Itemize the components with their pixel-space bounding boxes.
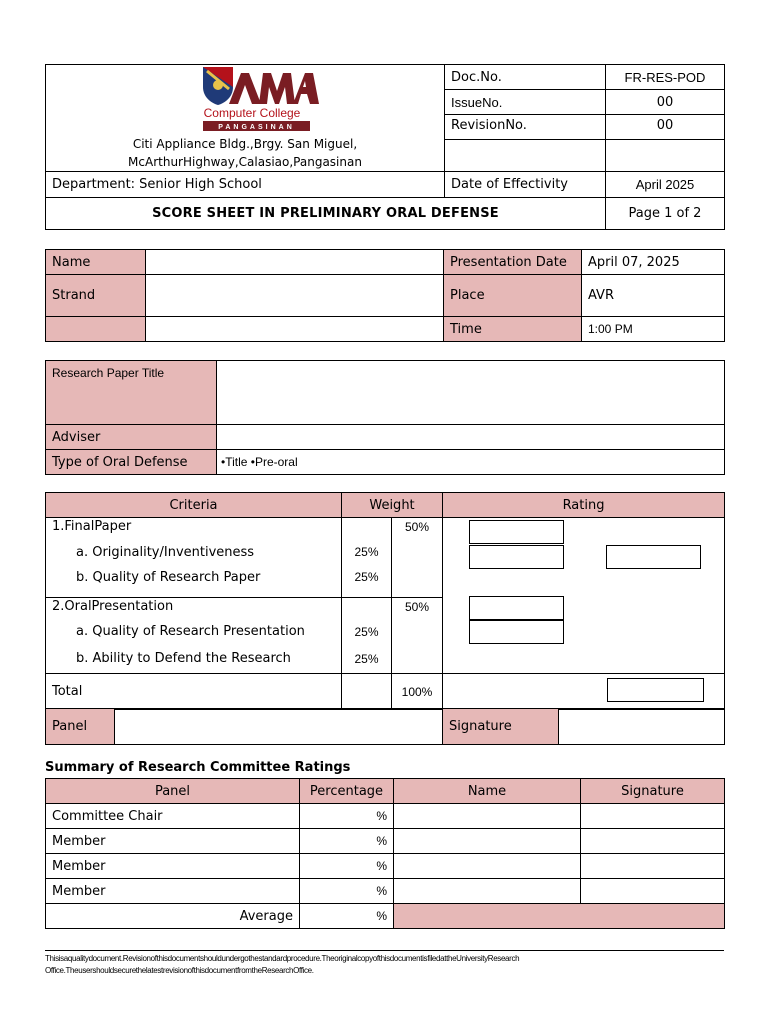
footer-line-1: Thisisaqualitydocument.Revisionofthisdocumentshouldundergothestandardprocedure.TheoriginalcopyofthisdocumentisfiledattheUniversityResearch (45, 954, 520, 963)
panel-field[interactable] (115, 709, 443, 745)
quality-presentation-weight: 25% (354, 625, 379, 639)
final-paper-label: 1.FinalPaper (52, 519, 132, 534)
defend-label: b. Ability to Defend the Research (76, 651, 291, 666)
quality-presentation-label: a. Quality of Research Presentation (76, 624, 305, 639)
time-value: 1:00 PM (582, 317, 725, 342)
defense-type-options[interactable]: •Title •Pre-oral (217, 450, 725, 475)
footer-note (45, 953, 724, 977)
department: Department: Senior High School (46, 172, 445, 198)
doc-no-value: FR-RES-POD (606, 65, 725, 90)
name-field[interactable] (146, 250, 444, 275)
address-line-1: Citi Appliance Bldg.,Brgy. San Miguel, (132, 137, 358, 151)
page-number: Page 1 of 2 (606, 198, 725, 230)
signature-field[interactable] (559, 709, 725, 745)
presentation-rating-box[interactable] (469, 596, 564, 620)
student-info-table (45, 249, 725, 342)
revision-no-label: RevisionNo. (445, 115, 606, 140)
total-rating-cell (443, 674, 725, 710)
doc-no-label: Doc.No. (445, 65, 606, 90)
total-blank (342, 674, 392, 710)
average-row (46, 904, 725, 929)
place-label: Place (444, 275, 582, 317)
issue-no-value: 00 (606, 90, 725, 115)
summary-pct-cell[interactable]: % (300, 804, 394, 829)
final-paper-subweights (342, 518, 392, 598)
average-pct[interactable]: % (300, 904, 394, 929)
total-label: Total (46, 674, 342, 710)
effectivity-value: April 2025 (606, 172, 725, 198)
summary-signature-cell[interactable] (581, 879, 725, 904)
ama-logo (201, 65, 321, 135)
summary-header-name: Name (394, 779, 581, 804)
summary-name-cell[interactable] (394, 829, 581, 854)
logo-campus: PANGASINAN (218, 124, 295, 131)
overall-rating-box[interactable] (606, 545, 701, 569)
issue-no-label: IssueNo. (445, 90, 606, 115)
total-weight: 100% (392, 674, 443, 710)
address (46, 135, 444, 171)
adviser-label: Adviser (46, 425, 217, 450)
summary-name-cell[interactable] (394, 854, 581, 879)
oral-label: 2.OralPresentation (52, 599, 174, 614)
summary-panel-cell: Committee Chair (46, 804, 300, 829)
oral-subweights (342, 598, 392, 674)
quality-paper-label: b. Quality of Research Paper (76, 570, 261, 585)
research-title-field[interactable] (217, 361, 725, 425)
logo-cell (46, 65, 445, 172)
oral-weight: 50% (392, 598, 443, 674)
place-value: AVR (582, 275, 725, 317)
criteria-header: Criteria (46, 493, 342, 518)
average-label: Average (46, 904, 300, 929)
panel-row (45, 708, 725, 745)
summary-panel-cell: Member (46, 854, 300, 879)
final-paper-criteria (46, 518, 342, 598)
blank-label (46, 317, 146, 342)
criteria-table (45, 492, 725, 710)
table-row (46, 854, 725, 879)
summary-header-signature: Signature (581, 779, 725, 804)
presentation-date-label: Presentation Date (444, 250, 582, 275)
table-row (46, 879, 725, 904)
weight-header: Weight (342, 493, 443, 518)
document-header (45, 64, 725, 230)
summary-name-cell[interactable] (394, 879, 581, 904)
logo-subtitle: Computer College (203, 106, 301, 120)
summary-pct-cell[interactable]: % (300, 829, 394, 854)
originality-weight: 25% (354, 545, 379, 559)
strand-field[interactable] (146, 275, 444, 317)
originality-rating-box[interactable] (469, 520, 564, 544)
summary-pct-cell[interactable]: % (300, 879, 394, 904)
presentation-date-value: April 07, 2025 (582, 250, 725, 275)
address-line-2: McArthurHighway,Calasiao,Pangasinan (128, 155, 362, 169)
total-rating-box[interactable] (607, 678, 704, 702)
average-shaded (394, 904, 725, 929)
final-paper-weight: 50% (392, 518, 443, 598)
effectivity-label: Date of Effectivity (445, 172, 606, 198)
blank-field[interactable] (146, 317, 444, 342)
defend-rating-box[interactable] (469, 620, 564, 644)
summary-panel-cell: Member (46, 879, 300, 904)
strand-label: Strand (46, 275, 146, 317)
summary-header-panel: Panel (46, 779, 300, 804)
table-row (46, 829, 725, 854)
summary-signature-cell[interactable] (581, 804, 725, 829)
table-row (46, 804, 725, 829)
signature-label: Signature (443, 709, 559, 745)
footer-line-2: Office.TheusershouldsecurethelatestrevisionofthisdocumentfromtheResearchOffice. (45, 966, 314, 975)
defense-type-label: Type of Oral Defense (46, 450, 217, 475)
oral-criteria (46, 598, 342, 674)
revision-no-value: 00 (606, 115, 725, 140)
summary-table (45, 778, 725, 929)
research-info-table (45, 360, 725, 475)
panel-label: Panel (46, 709, 115, 745)
research-title-label: Research Paper Title (46, 361, 217, 425)
summary-heading: Summary of Research Committee Ratings (45, 760, 351, 775)
quality-paper-weight: 25% (354, 570, 379, 584)
name-label: Name (46, 250, 146, 275)
time-label: Time (444, 317, 582, 342)
originality-label: a. Originality/Inventiveness (76, 545, 255, 560)
document-title: SCORE SHEET IN PRELIMINARY ORAL DEFENSE (46, 198, 606, 230)
summary-header-percentage: Percentage (300, 779, 394, 804)
footer-divider (45, 950, 724, 951)
rating-area (443, 518, 725, 674)
quality-paper-rating-box[interactable] (469, 545, 564, 569)
defend-weight: 25% (354, 652, 379, 666)
summary-signature-cell[interactable] (581, 854, 725, 879)
summary-pct-cell[interactable]: % (300, 854, 394, 879)
rating-header: Rating (443, 493, 725, 518)
summary-panel-cell: Member (46, 829, 300, 854)
summary-name-cell[interactable] (394, 804, 581, 829)
adviser-field[interactable] (217, 425, 725, 450)
summary-signature-cell[interactable] (581, 829, 725, 854)
